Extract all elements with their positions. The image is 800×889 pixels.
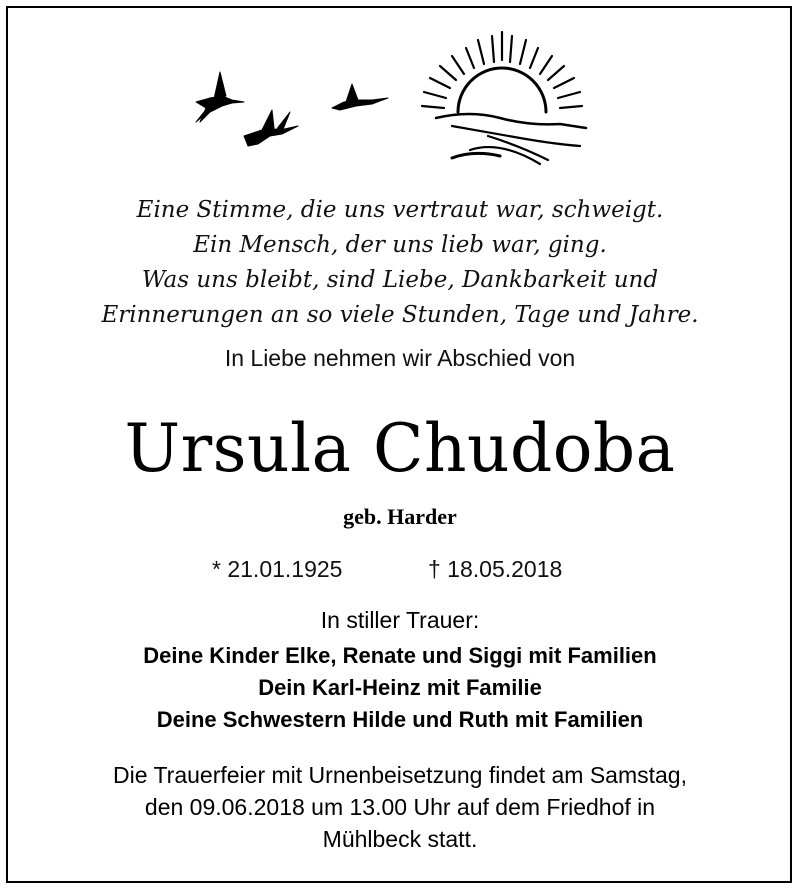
- sun-over-hills-icon: [422, 32, 586, 164]
- verse-line: Erinnerungen an so viele Stunden, Tage und Jahre.: [101, 302, 699, 328]
- service-line: Die Trauerfeier mit Urnenbeisetzung findet am Samstag,: [113, 762, 687, 788]
- verse-line: Was uns bleibt, sind Liebe, Dankbarkeit und: [141, 267, 659, 293]
- deceased-name: Ursula Chudoba: [124, 410, 676, 487]
- mourner-line: Dein Karl-Heinz mit Familie: [258, 675, 542, 700]
- service-line: Mühlbeck statt.: [322, 826, 478, 852]
- service-line: den 09.06.2018 um 13.00 Uhr auf dem Friedhof in: [144, 794, 656, 820]
- header-illustration: [0, 0, 800, 190]
- verse-line: Eine Stimme, die uns vertraut war, schweigt.: [136, 197, 664, 223]
- birth-name: geb. Harder: [343, 504, 457, 529]
- farewell-intro: In Liebe nehmen wir Abschied von: [224, 345, 576, 371]
- mourner-line: Deine Schwestern Hilde und Ruth mit Familien: [156, 707, 644, 732]
- flying-birds-icon: [196, 72, 388, 146]
- memorial-verse: [0, 193, 800, 333]
- mourning-heading: In stiller Trauer:: [320, 607, 480, 633]
- mourner-line: Deine Kinder Elke, Renate und Siggi mit Familien: [143, 643, 657, 668]
- death-date: † 18.05.2018: [428, 556, 563, 582]
- service-info: [0, 759, 800, 855]
- mourners-list: [0, 640, 800, 736]
- birth-date: * 21.01.1925: [212, 556, 343, 582]
- verse-line: Ein Mensch, der uns lieb war, ging.: [193, 232, 607, 258]
